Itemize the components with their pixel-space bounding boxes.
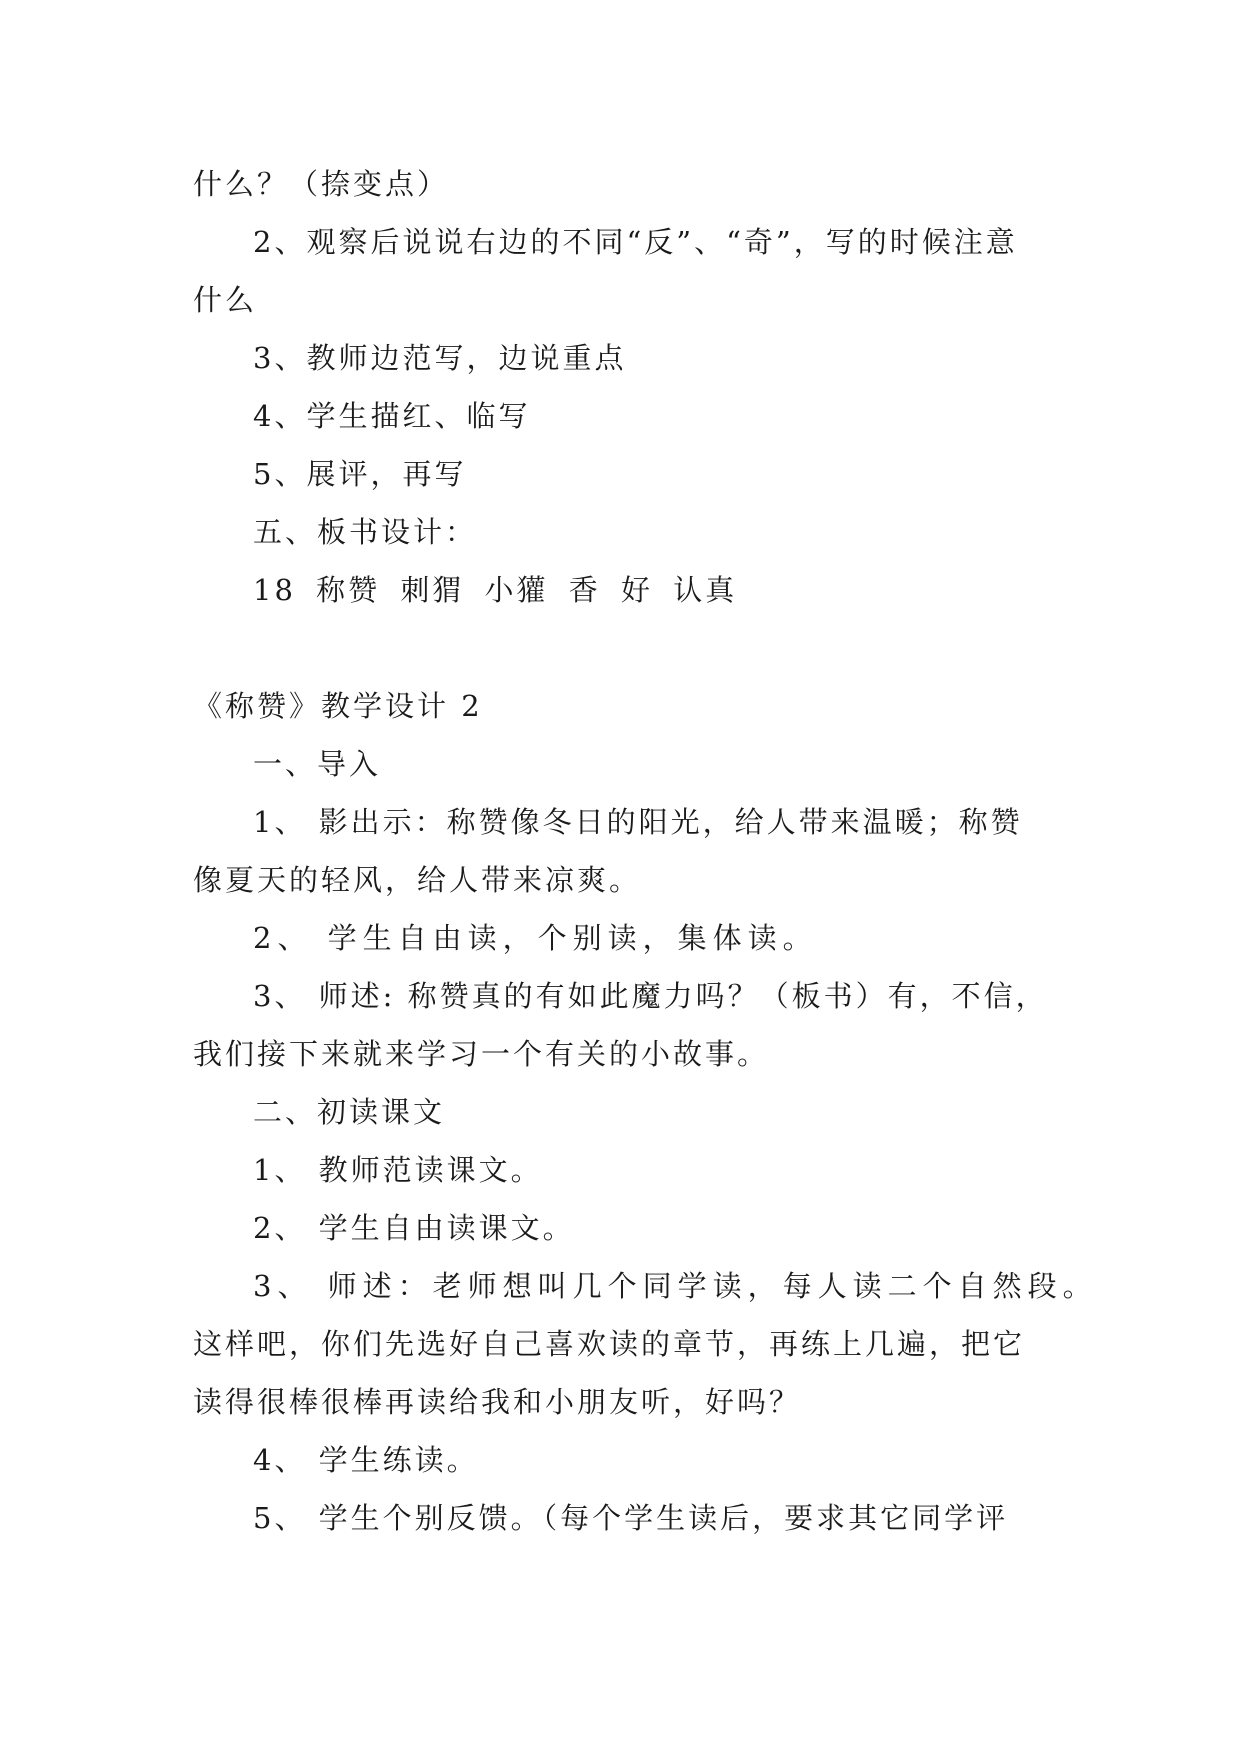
text-line: 像夏天的轻风，给人带来凉爽。: [193, 863, 642, 897]
text-line: 3、 师述：老师想叫几个同学读，每人读二个自然段。: [253, 1269, 1098, 1303]
text-line: 2、 学生自由读，个别读，集体读。: [253, 921, 818, 955]
text-line: 3、教师边范写，边说重点: [253, 341, 627, 375]
text-line: 2、观察后说说右边的不同“反”、“奇”，写的时候注意: [253, 225, 1018, 259]
section-heading: 五、板书设计：: [253, 515, 478, 549]
text-line: 5、展评，再写: [253, 457, 467, 491]
text-line: 4、 学生练读。: [253, 1443, 479, 1477]
text-line: 1、 影出示：称赞像冬日的阳光，给人带来温暖；称赞: [253, 805, 1023, 839]
text-line: 读得很棒很棒再读给我和小朋友听，好吗？: [193, 1385, 802, 1419]
text-line: 什么？（捺变点）: [193, 167, 450, 201]
text-line: 1、 教师范读课文。: [253, 1153, 543, 1187]
section-heading: 一、导入: [253, 747, 382, 781]
text-line: 什么: [193, 283, 258, 317]
text-line: 3、 师述: 称赞真的有如此魔力吗？（板书）有，不信，: [253, 979, 1048, 1013]
document-title: 《称赞》教学设计 2: [193, 689, 483, 723]
text-line: 4、学生描红、临写: [253, 399, 531, 433]
section-heading: 二、初读课文: [253, 1095, 446, 1129]
text-line: 这样吧，你们先选好自己喜欢读的章节，再练上几遍，把它: [193, 1327, 1026, 1361]
text-line: 5、 学生个别反馈。（每个学生读后，要求其它同学评: [253, 1501, 1009, 1535]
text-line: 我们接下来就来学习一个有关的小故事。: [193, 1037, 770, 1071]
text-line: 2、 学生自由读课文。: [253, 1211, 575, 1245]
board-design-line: 18 称赞 刺猬 小獾 香 好 认真: [253, 573, 738, 607]
